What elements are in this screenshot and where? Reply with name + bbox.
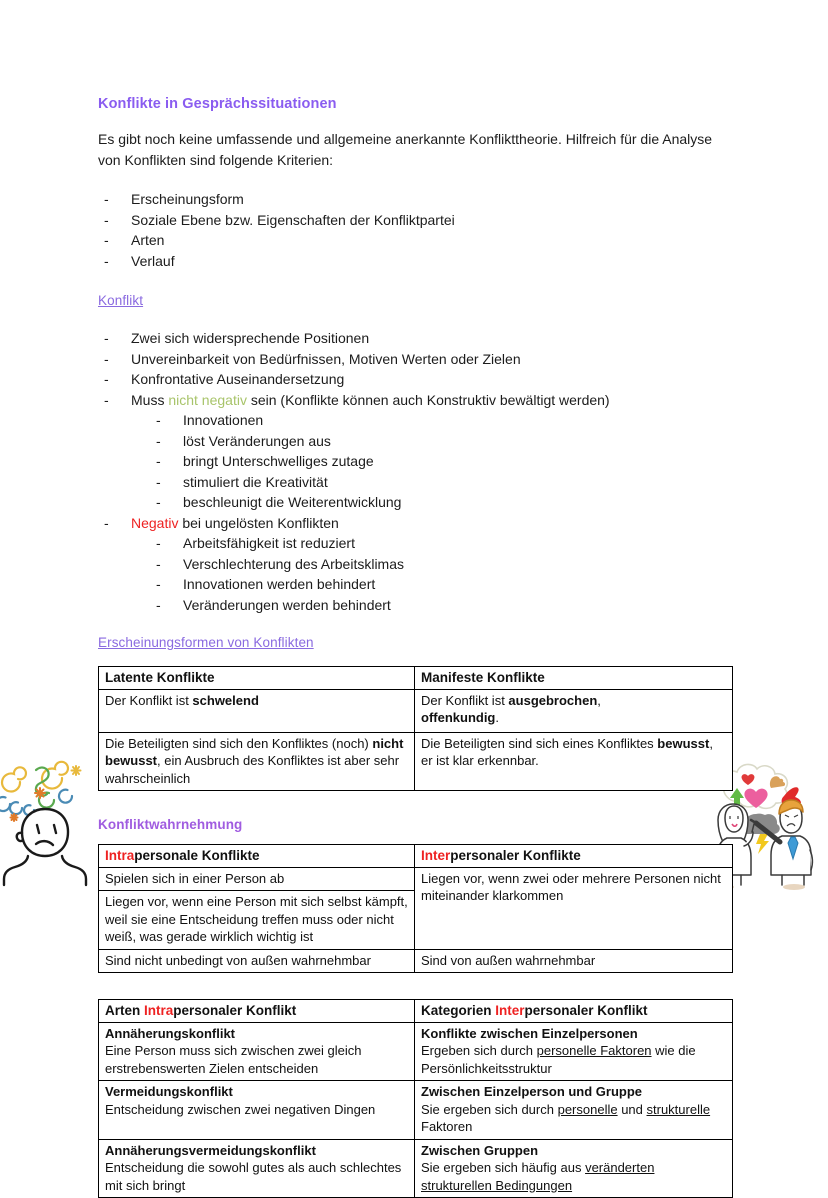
highlight-negativ: Negativ <box>131 514 179 531</box>
table-row <box>99 667 733 690</box>
list-item-label: bringt Unterschwelliges zutage <box>183 453 374 469</box>
bullet-dash: - <box>104 232 109 248</box>
table-cell: Spielen sich in einer Person ab <box>99 867 415 891</box>
cell-text: Entscheidung zwischen zwei negativen Dingen <box>105 1101 376 1117</box>
prefix-intra: Intra <box>105 848 135 863</box>
list-item-label: löst Veränderungen aus <box>183 432 331 449</box>
prefix-inter: Inter <box>495 1003 525 1018</box>
list-item-label: Soziale Ebene bzw. Eigenschaften der Konfliktpartei <box>131 211 455 228</box>
muss-prefix: Muss <box>131 391 169 408</box>
table-row <box>99 1000 733 1023</box>
cell-text: , ein Ausbruch des Konfliktes ist aber sehr wahrscheinlich <box>105 753 400 786</box>
bullet-dash: - <box>156 555 161 572</box>
cell-text: Die Beteiligten sind sich eines Konfliktes <box>421 735 658 751</box>
bullet-dash: - <box>104 514 109 531</box>
cell-title: Vermeidungskonflikt <box>105 1084 233 1099</box>
table-cell <box>99 1081 415 1140</box>
negativ-suffix: bei ungelösten Konflikten <box>178 514 339 531</box>
list-item-muss <box>98 390 732 411</box>
bullet-dash: - <box>156 494 161 510</box>
section-heading-konfliktwahrnehmung: Konfliktwahrnehmung <box>98 817 243 832</box>
criteria-list <box>98 189 732 271</box>
negativ-sublist <box>150 533 732 615</box>
confused-thinking-person-illustration <box>0 752 96 887</box>
table-arten-kategorien <box>98 999 733 1198</box>
bullet-dash: - <box>104 211 109 228</box>
list-item-label: stimuliert die Kreativität <box>183 473 328 490</box>
list-item-label: Verschlechterung des Arbeitsklimas <box>183 555 404 572</box>
list-item <box>150 595 732 616</box>
bullet-dash: - <box>104 391 109 408</box>
negativ-sublist-wrapper <box>150 533 732 615</box>
table-row <box>99 867 733 891</box>
cell-bold: schwelend <box>192 692 259 708</box>
section-heading-erscheinungsformen: Erscheinungsformen von Konflikten <box>98 635 314 650</box>
table-header-cell <box>99 845 415 868</box>
table-konfliktwahrnehmung <box>98 844 733 973</box>
cell-title: Annäherungskonflikt <box>105 1025 236 1041</box>
list-item <box>98 251 732 272</box>
list-item <box>150 574 732 595</box>
cell-text: Die Beteiligten sind sich den Konfliktes (noch) <box>105 735 373 751</box>
table-cell: Sind nicht unbedingt von außen wahrnehmbar <box>99 949 415 973</box>
list-item <box>150 472 732 493</box>
list-item <box>150 533 732 554</box>
cell-bold: nicht bewusst <box>105 735 404 768</box>
header-rest: personaler Konflikte <box>450 848 581 863</box>
list-item-label: Arten <box>131 232 165 248</box>
table-row <box>99 689 733 732</box>
bullet-dash: - <box>104 330 109 346</box>
konflikt-list <box>98 328 732 410</box>
cell-title: Konflikte zwischen Einzelpersonen <box>421 1025 638 1041</box>
list-item-label: Konfrontative Auseinandersetzung <box>131 371 345 387</box>
bullet-dash: - <box>104 371 109 387</box>
list-item <box>98 349 732 370</box>
table-header-cell: Latente Konflikte <box>99 667 415 690</box>
list-item-label: Zwei sich widersprechende Positionen <box>131 330 370 346</box>
list-item-label: Verlauf <box>131 252 175 269</box>
cell-underline: strukturelle <box>646 1101 711 1117</box>
table-row <box>99 1081 733 1140</box>
bullet-dash: - <box>156 432 161 449</box>
table-cell: Sind von außen wahrnehmbar <box>415 949 733 973</box>
header-pre: Kategorien <box>421 1003 496 1018</box>
section-heading-konflikt: Konflikt <box>98 293 144 308</box>
cell-title: Zwischen Gruppen <box>421 1142 539 1158</box>
list-item-negativ <box>98 513 732 534</box>
list-item <box>150 492 732 513</box>
prefix-inter: Inter <box>421 848 451 863</box>
table-row <box>99 1022 733 1081</box>
table-cell: Liegen vor, wenn eine Person mit sich selbst kämpft, weil sie eine Entscheidung treffen muss oder nicht weiß, was gerade wirklich wichtig ist <box>99 891 415 950</box>
cell-text: Sie ergeben sich häufig aus <box>421 1160 586 1175</box>
table-cell <box>99 1139 415 1198</box>
highlight-nicht-negativ: nicht negativ <box>168 391 247 408</box>
muss-sublist <box>150 410 732 513</box>
bullet-dash: - <box>156 473 161 490</box>
cell-text: und <box>617 1101 647 1117</box>
list-item <box>98 210 732 231</box>
bullet-dash: - <box>104 191 109 207</box>
list-item <box>98 328 732 349</box>
bullet-dash: - <box>156 453 161 469</box>
list-item-label: Arbeitsfähigkeit ist reduziert <box>183 535 355 551</box>
list-item-label: Unvereinbarkeit von Bedürfnissen, Motiven Werten oder Zielen <box>131 350 521 367</box>
cell-text: , <box>597 692 601 708</box>
cell-bold: offenkundig <box>421 710 496 725</box>
cell-title: Annäherungsvermeidungskonflikt <box>105 1142 316 1158</box>
page-title: Konflikte in Gesprächssituationen <box>98 96 337 112</box>
table-cell <box>99 732 415 791</box>
cell-bold: ausgebrochen <box>508 692 598 708</box>
table-header-cell <box>99 1000 415 1023</box>
bullet-dash: - <box>156 596 161 613</box>
table-cell <box>415 1139 733 1198</box>
header-rest: personale Konflikte <box>134 848 260 863</box>
table-cell <box>99 1022 415 1081</box>
cell-underline: personelle Faktoren <box>536 1043 652 1058</box>
bullet-dash: - <box>104 350 109 367</box>
table-cell <box>415 1022 733 1081</box>
list-item-label: Veränderungen werden behindert <box>183 596 391 613</box>
cell-underline: personelle <box>557 1101 618 1117</box>
table-cell-merged: Liegen vor, wenn zwei oder mehrere Personen nicht miteinander klarkommen <box>415 867 733 949</box>
list-item-label: Erscheinungsform <box>131 191 244 207</box>
table-row <box>99 845 733 868</box>
document-content <box>98 96 732 1198</box>
cell-text: . <box>495 710 500 725</box>
list-item <box>150 410 732 431</box>
table-row <box>99 1139 733 1198</box>
header-pre: Arten <box>105 1003 145 1018</box>
cell-underline: veränderten strukturellen Bedingungen <box>421 1160 655 1193</box>
table-row <box>99 949 733 973</box>
cell-text: Eine Person muss sich zwischen zwei gleich erstrebenswerten Zielen entscheiden <box>105 1043 362 1076</box>
header-rest: personaler Konflikt <box>173 1003 297 1018</box>
table-header-cell <box>415 1000 733 1023</box>
cell-text: Der Konflikt ist <box>105 692 193 708</box>
cell-bold: bewusst <box>657 735 710 751</box>
table-cell <box>415 689 733 732</box>
list-item <box>98 189 732 210</box>
header-rest: personaler Konflikt <box>524 1003 648 1018</box>
cell-text: Ergeben sich durch <box>421 1043 537 1058</box>
cell-text: wie die Persönlichkeitsstruktur <box>421 1043 696 1076</box>
muss-suffix: sein (Konflikte können auch Konstruktiv bewältigt werden) <box>246 391 610 408</box>
cell-text: , er ist klar erkennbar. <box>421 735 713 768</box>
table-header-cell: Manifeste Konflikte <box>415 667 733 690</box>
list-item-label: beschleunigt die Weiterentwicklung <box>183 494 402 510</box>
intro-paragraph: Es gibt noch keine umfassende und allgemeine anerkannte Konflikttheorie. Hilfreich für die Analyse von Konflikten sind folgende Kriterien: <box>98 131 713 168</box>
cell-text: Sie ergeben sich durch <box>421 1101 558 1117</box>
table-cell <box>415 732 733 791</box>
list-item <box>98 369 732 390</box>
list-item <box>150 451 732 472</box>
list-item <box>150 554 732 575</box>
bullet-dash: - <box>104 252 109 269</box>
table-cell <box>99 689 415 732</box>
prefix-intra: Intra <box>144 1003 174 1018</box>
table-cell <box>415 1081 733 1140</box>
list-item-label: Innovationen werden behindert <box>183 576 376 592</box>
negativ-list <box>98 513 732 534</box>
cell-text: Faktoren <box>421 1119 473 1134</box>
cell-text: Entscheidung die sowohl gutes als auch schlechtes mit sich bringt <box>105 1160 402 1193</box>
list-item <box>98 230 732 251</box>
list-item-label: Innovationen <box>183 412 264 428</box>
table-erscheinungsformen <box>98 666 733 791</box>
bullet-dash: - <box>156 576 161 592</box>
table-row <box>99 732 733 791</box>
table-header-cell <box>415 845 733 868</box>
muss-sublist-wrapper <box>150 410 732 513</box>
list-item <box>150 431 732 452</box>
bullet-dash: - <box>156 535 161 551</box>
bullet-dash: - <box>156 412 161 428</box>
cell-title: Zwischen Einzelperson und Gruppe <box>421 1084 643 1099</box>
cell-text: Der Konflikt ist <box>421 692 509 708</box>
